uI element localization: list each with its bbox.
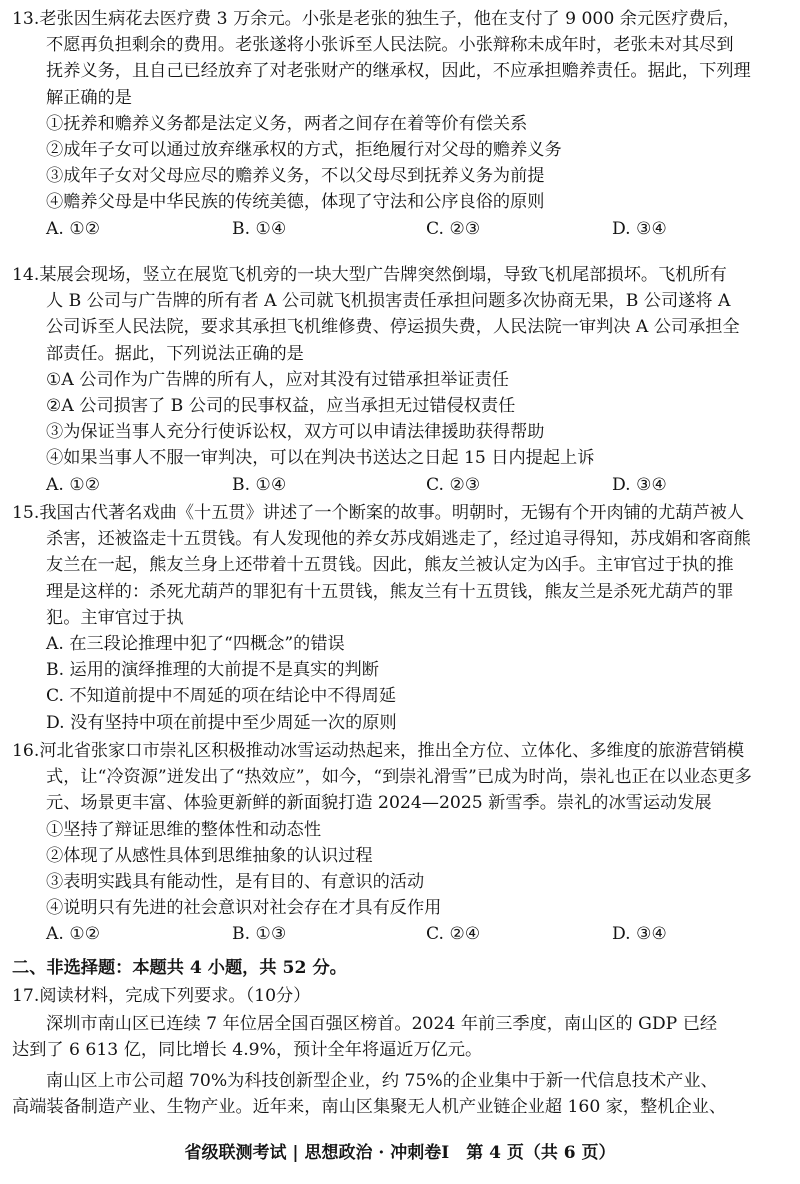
- q17-para1-line: 达到了 6 613 亿，同比增长 4.9%，预计全年将逼近万亿元。: [12, 1040, 483, 1061]
- q16-choices: [12, 921, 788, 947]
- q17-para2-line: 南山区上市公司超 70%为科技创新型企业，约 75%的企业集中于新一代信息技术产业、: [46, 1071, 718, 1091]
- q17-paragraph-1: [12, 1011, 788, 1063]
- q16-choice-b: B. ①③: [232, 924, 287, 945]
- q14-choice-d: D. ③④: [612, 474, 667, 495]
- q15-option-d: D. 没有坚持中项在前提中至少周延一次的原则: [46, 712, 397, 733]
- q13-stem-line: 抚养义务，且自己已经放弃了对老张财产的继承权，因此，不应承担赡养责任。据此，下列理: [46, 61, 751, 82]
- q16-statement: ③表明实践具有能动性，是有目的、有意识的活动: [46, 871, 425, 892]
- q14-choice-b: B. ①④: [232, 474, 287, 495]
- q14-choice-c: C. ②③: [426, 474, 481, 495]
- q13-stem-line: 解正确的是: [46, 87, 132, 108]
- q14-statement: ①A 公司作为广告牌的所有人，应对其没有过错承担举证责任: [46, 369, 509, 390]
- q17-title: 17.阅读材料，完成下列要求。（10分）: [12, 986, 311, 1006]
- q13-statement: ③成年子女对父母应尽的赡养义务，不以父母尽到抚养义务为前提: [46, 166, 545, 187]
- q13-choice-d: D. ③④: [612, 218, 667, 239]
- q15-option-b: B. 运用的演绎推理的大前提不是真实的判断: [46, 660, 379, 681]
- q16-choice-c: C. ②④: [426, 924, 481, 945]
- q14-choice-a: A. ①②: [46, 474, 101, 495]
- q17-para2-line: 高端装备制造产业、生物产业。近年来，南山区集聚无人机产业链企业超 160 家，整机企业、: [12, 1097, 727, 1118]
- q17-paragraph-2: [12, 1068, 788, 1120]
- q16-statement: ②体现了从感性具体到思维抽象的认识过程: [46, 845, 373, 866]
- q13-choice-c: C. ②③: [426, 218, 481, 239]
- question-17-title: [12, 983, 788, 1009]
- q13-choices: [12, 216, 788, 242]
- q16-statement: ①坚持了辩证思维的整体性和动态性: [46, 819, 322, 840]
- q15-stem-line: 15.我国古代著名戏曲《十五贯》讲述了一个断案的故事。明朝时，无锡有个开肉铺的尤葫芦被人: [12, 503, 745, 523]
- section-heading: 二、非选择题：本题共 4 小题，共 52 分。: [12, 958, 347, 978]
- q13-stem-line: 不愿再负担剩余的费用。老张遂将小张诉至人民法院。小张辩称未成年时，老张未对其尽到: [46, 35, 734, 56]
- q13-stem-line: 13.老张因生病花去医疗费 3 万余元。小张是老张的独生子，他在支付了 9 000 余元医疗费后，: [12, 9, 741, 29]
- q14-stem-line: 人 B 公司与广告牌的所有者 A 公司就飞机损害责任承担问题多次协商无果，B 公司遂将 A: [46, 291, 731, 312]
- question-14: [12, 262, 788, 498]
- q13-statement: ④赡养父母是中华民族的传统美德，体现了守法和公序良俗的原则: [46, 192, 545, 213]
- q16-stem-line: 16.河北省张家口市崇礼区积极推动冰雪运动热起来，推出全方位、立体化、多维度的旅游营销模: [12, 741, 745, 761]
- question-15: [12, 500, 788, 736]
- q14-stem-line: 公司诉至人民法院，要求其承担飞机维修费、停运损失费，人民法院一审判决 A 公司承担全: [46, 317, 740, 338]
- q15-option-c: C. 不知道前提中不周延的项在结论中不得周延: [46, 686, 397, 707]
- q14-statement: ④如果当事人不服一审判决，可以在判决书送达之日起 15 日内提起上诉: [46, 448, 595, 469]
- q14-statement: ③为保证当事人充分行使诉讼权，双方可以申请法律援助获得帮助: [46, 422, 545, 443]
- q15-option-a: A. 在三段论推理中犯了“四概念”的错误: [46, 633, 345, 654]
- q15-stem-line: 友兰在一起，熊友兰身上还带着十五贯钱。因此，熊友兰被认定为凶手。主审官过于执的推: [46, 555, 734, 576]
- q14-choices: [12, 472, 788, 498]
- q14-stem-line: 部责任。据此，下列说法正确的是: [46, 343, 304, 364]
- q16-statement: ④说明只有先进的社会意识对社会存在才具有反作用: [46, 898, 442, 919]
- q16-choice-d: D. ③④: [612, 924, 667, 945]
- q14-statement: ②A 公司损害了 B 公司的民事权益，应当承担无过错侵权责任: [46, 395, 516, 416]
- question-13: [12, 6, 788, 242]
- q15-stem-line: 犯。主审官过于执: [46, 607, 184, 628]
- q13-statement: ②成年子女可以通过放弃继承权的方式，拒绝履行对父母的赡养义务: [46, 139, 562, 160]
- q15-stem-line: 杀害，还被盗走十五贯钱。有人发现他的养女苏戌娟逃走了，经过追寻得知，苏戌娟和客商熊: [46, 529, 751, 550]
- page-footer: 省级联测考试 | 思想政治 · 冲刺卷Ⅰ 第 4 页（共 6 页）: [184, 1143, 616, 1163]
- q14-stem-line: 14.某展会现场，竖立在展览飞机旁的一块大型广告牌突然倒塌，导致飞机尾部损坏。飞机所有: [12, 265, 727, 285]
- q13-choice-a: A. ①②: [46, 218, 101, 239]
- q16-stem-line: 元、场景更丰富、体验更新鲜的新面貌打造 2024—2025 新雪季。崇礼的冰雪运动发展: [46, 793, 712, 814]
- q15-stem-line: 理是这样的：杀死尤葫芦的罪犯有十五贯钱，熊友兰有十五贯钱，熊友兰是杀死尤葫芦的罪: [46, 581, 734, 602]
- q16-choice-a: A. ①②: [46, 924, 101, 945]
- q16-stem-line: 式，让“冷资源”迸发出了“热效应”，如今，“到崇礼滑雪”已成为时尚，崇礼也正在以业态更多: [46, 767, 752, 788]
- q13-statement: ①抚养和赡养义务都是法定义务，两者之间存在着等价有偿关系: [46, 113, 528, 134]
- q13-choice-b: B. ①④: [232, 218, 287, 239]
- q17-para1-line: 深圳市南山区已连续 7 年位居全国百强区榜首。2024 年前三季度，南山区的 GDP 已经: [46, 1014, 718, 1034]
- question-16: [12, 738, 788, 948]
